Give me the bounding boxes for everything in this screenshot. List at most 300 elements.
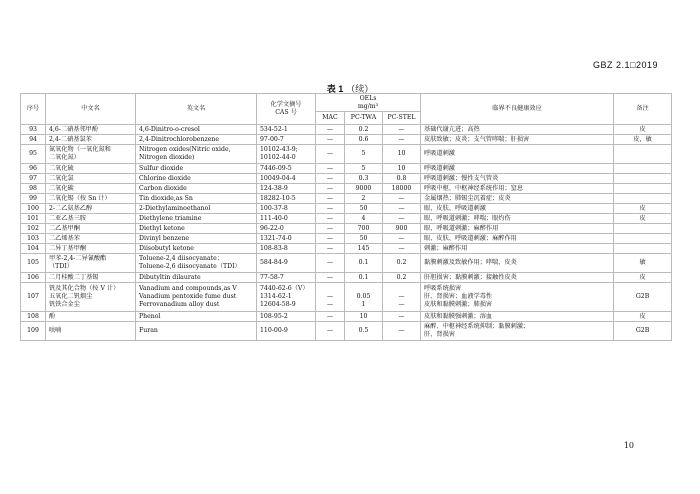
cell-note xyxy=(614,164,672,174)
cell-stel xyxy=(383,164,421,174)
cell-cn xyxy=(46,194,136,204)
cell-twa xyxy=(345,204,383,214)
cell-twa xyxy=(345,283,383,312)
table-row xyxy=(21,125,672,135)
col-header-cas-line: CAS 号 xyxy=(275,109,297,116)
cell-stel-line: — xyxy=(398,301,405,308)
cell-cas xyxy=(257,135,316,145)
cell-mac-line: — xyxy=(326,125,334,133)
cell-twa-line: 10 xyxy=(359,312,368,320)
col-header-cas xyxy=(257,94,316,125)
cell-note: 皮 xyxy=(614,312,672,322)
cell-mac xyxy=(316,125,345,135)
cell-twa-line: 145 xyxy=(357,244,370,252)
cell-no: 106 xyxy=(21,273,46,283)
cell-cn xyxy=(46,254,136,273)
cell-cn-line: （TDI） xyxy=(49,263,73,270)
cell-mac xyxy=(316,145,345,164)
cell-no: 100 xyxy=(21,204,46,214)
cell-stel xyxy=(383,283,421,312)
cell-cn xyxy=(46,234,136,244)
cell-effect-line: 麻醉、中枢神经系统抑制；黏膜刺激； xyxy=(424,323,530,330)
cell-cn xyxy=(46,204,136,214)
cell-mac xyxy=(316,174,345,184)
cell-en xyxy=(136,234,257,244)
cell-twa-line xyxy=(348,285,379,293)
cell-cas-line: 124-38-9 xyxy=(260,184,288,192)
standard-code: GBZ 2.1□2019 xyxy=(593,60,658,70)
cell-note xyxy=(614,234,672,244)
cell-twa-line: 0.6 xyxy=(358,135,369,143)
cell-en-line: Diethyl ketone xyxy=(139,224,185,232)
cell-cn-line: 二氧化氮） xyxy=(49,154,80,161)
col-header-twa: PC-TWA xyxy=(345,112,383,125)
table-row xyxy=(21,174,672,184)
cell-effect-line: 呼吸道刺激 xyxy=(424,150,455,157)
cell-effect xyxy=(421,184,614,194)
cell-effect-line: 呼吸中枢、中枢神经系统作用；窒息 xyxy=(424,184,524,192)
cell-stel xyxy=(383,322,421,341)
cell-en-line: Sulfur dioxide xyxy=(139,164,184,172)
cell-en-line: Tin dioxide,as Sn xyxy=(139,194,193,202)
cell-stel-line: — xyxy=(398,293,405,300)
cell-twa xyxy=(345,244,383,254)
cell-cn-line: 4,6-二硝基邻甲酚 xyxy=(49,125,99,133)
table-row xyxy=(21,312,672,322)
cell-en-line: 2-Diethylaminoethanol xyxy=(139,204,211,212)
cell-stel xyxy=(383,125,421,135)
cell-stel-line: 10 xyxy=(397,164,406,172)
cell-cn xyxy=(46,273,136,283)
cell-mac-line: — xyxy=(326,204,334,212)
cell-en xyxy=(136,283,257,312)
cell-mac-line: — xyxy=(326,244,334,252)
cell-cn-line: 氮氧化物（一氧化氮和 xyxy=(49,146,111,153)
cell-twa-line: 5 xyxy=(361,164,366,172)
cell-cn-line: 二乙基甲酮 xyxy=(49,224,80,232)
cell-stel-line: — xyxy=(398,327,405,334)
oel-table xyxy=(20,93,672,341)
cell-effect-line: 皮肤致敏；皮炎；支气管哮喘；肝损害 xyxy=(424,135,530,143)
cell-en-line: Toluene-2,6 diisocyanate（TDI） xyxy=(139,263,241,270)
cell-cas-line: 7440-62-6（V） xyxy=(260,285,309,292)
cell-stel xyxy=(383,312,421,322)
cell-mac xyxy=(316,135,345,145)
cell-no: 102 xyxy=(21,224,46,234)
cell-en-line: Nitrogen oxides(Nitric oxide, xyxy=(139,146,231,153)
cell-mac-line xyxy=(319,285,341,293)
cell-mac-line: — xyxy=(326,214,334,222)
cell-cas-line: 7446-09-5 xyxy=(260,164,292,172)
cell-effect-line: 皮肤和黏膜刺激；肺损害 xyxy=(424,301,493,308)
cell-mac-line: — xyxy=(326,259,334,266)
cell-stel-line: 0.2 xyxy=(396,273,407,281)
cell-en xyxy=(136,174,257,184)
cell-effect-line: 基础代谢亢进；高热 xyxy=(424,125,480,133)
cell-mac-line: — xyxy=(326,135,334,143)
cell-effect-line: 肝、肾损害；血液学毒性 xyxy=(424,293,493,300)
cell-no: 105 xyxy=(21,254,46,273)
cell-stel-line: — xyxy=(398,204,405,212)
cell-mac-line: — xyxy=(326,184,334,192)
cell-cas-line: 12604-58-9 xyxy=(260,301,296,308)
cell-effect-line: 皮肤和黏膜强刺激；溶血 xyxy=(424,312,493,320)
cell-effect-line: 黏膜刺激及致敏作用；哮喘、皮炎 xyxy=(424,259,517,266)
cell-stel-line: — xyxy=(398,312,405,320)
cell-twa-line: 0.05 xyxy=(356,293,371,300)
cell-twa xyxy=(345,224,383,234)
cell-twa-line: 0.1 xyxy=(358,273,369,281)
cell-mac-line: — xyxy=(326,312,334,320)
cell-cn-line: 二氧化氯 xyxy=(49,174,74,182)
cell-note: G2B xyxy=(614,283,672,312)
cell-stel-line: 0.8 xyxy=(396,174,407,182)
cell-cas xyxy=(257,204,316,214)
cell-twa xyxy=(345,214,383,224)
cell-cas-line: 18282-10-5 xyxy=(260,194,296,202)
cell-mac-line: — xyxy=(326,150,334,157)
col-header-mac: MAC xyxy=(316,112,345,125)
cell-cas-line: 10102-43-9; xyxy=(260,146,298,153)
cell-no: 96 xyxy=(21,164,46,174)
cell-en-line: Nitrogen dioxide) xyxy=(139,154,195,161)
cell-effect-line: 呼吸道刺激 xyxy=(424,164,455,172)
cell-cn-line: 酚 xyxy=(49,312,56,320)
cell-cn-line: 二氧化硫 xyxy=(49,164,74,172)
table-row xyxy=(21,244,672,254)
cell-mac-line: — xyxy=(326,194,334,202)
cell-stel-line: 18000 xyxy=(391,184,412,192)
cell-effect xyxy=(421,254,614,273)
cell-en-line: 4,6-Dinitro-o-cresol xyxy=(139,125,200,133)
table-row xyxy=(21,145,672,164)
cell-cas xyxy=(257,145,316,164)
cell-cas-line: 110-00-9 xyxy=(260,327,288,334)
cell-cas-line: 10049-04-4 xyxy=(260,174,296,182)
col-header-cn: 中文名 xyxy=(46,94,136,125)
cell-twa xyxy=(345,125,383,135)
cell-cn-line: 呋喃 xyxy=(49,327,62,334)
cell-note xyxy=(614,194,672,204)
table-row xyxy=(21,164,672,174)
col-header-cas-line: 化学文摘号 xyxy=(270,101,302,108)
col-header-effect: 临界不良健康效应 xyxy=(421,94,614,125)
cell-twa xyxy=(345,164,383,174)
cell-en xyxy=(136,322,257,341)
cell-stel xyxy=(383,273,421,283)
cell-cas-line: 534-52-1 xyxy=(260,125,288,133)
cell-stel xyxy=(383,244,421,254)
cell-cas xyxy=(257,283,316,312)
cell-effect xyxy=(421,135,614,145)
cell-twa-line: 50 xyxy=(359,204,368,212)
cell-cn-line: 钒及其化合物（按 V 计） xyxy=(49,285,120,292)
cell-en xyxy=(136,125,257,135)
cell-note: G2B xyxy=(614,322,672,341)
cell-en xyxy=(136,244,257,254)
cell-no: 104 xyxy=(21,244,46,254)
cell-twa xyxy=(345,254,383,273)
cell-no: 97 xyxy=(21,174,46,184)
cell-twa xyxy=(345,184,383,194)
cell-stel xyxy=(383,254,421,273)
cell-cas xyxy=(257,164,316,174)
cell-cn xyxy=(46,283,136,312)
cell-cn-line: 二乙烯基苯 xyxy=(49,234,80,242)
page-number: 10 xyxy=(623,441,634,450)
cell-twa-line: 0.1 xyxy=(358,259,369,266)
cell-note xyxy=(614,184,672,194)
cell-stel-line: — xyxy=(398,194,405,202)
cell-stel xyxy=(383,224,421,234)
cell-twa xyxy=(345,135,383,145)
cell-cn-line: 二氧化碳 xyxy=(49,184,74,192)
cell-effect-line: 眼、皮肤、呼吸道刺激；麻醉作用 xyxy=(424,234,517,242)
col-header-note: 备注 xyxy=(614,94,672,125)
cell-stel xyxy=(383,214,421,224)
cell-cn xyxy=(46,164,136,174)
cell-no: 108 xyxy=(21,312,46,322)
cell-stel-line: 900 xyxy=(395,224,408,232)
cell-stel-line: 0.2 xyxy=(396,259,407,266)
col-header-en: 英文名 xyxy=(136,94,257,125)
cell-cn xyxy=(46,174,136,184)
cell-cn xyxy=(46,244,136,254)
cell-mac-line: — xyxy=(326,234,334,242)
cell-twa-line: 0.5 xyxy=(358,327,369,334)
cell-effect xyxy=(421,214,614,224)
col-header-no: 序号 xyxy=(21,94,46,125)
cell-cas-line: 1314-62-1 xyxy=(260,293,292,300)
cell-cas-line: 584-84-9 xyxy=(260,259,288,266)
cell-en-line: 2,4-Dinitrochlorobenzene xyxy=(139,135,220,143)
col-header-stel: PC-STEL xyxy=(383,112,421,125)
cell-effect xyxy=(421,224,614,234)
cell-note xyxy=(614,224,672,234)
cell-effect-line: 呼吸系统损害 xyxy=(424,285,462,292)
cell-mac xyxy=(316,322,345,341)
cell-twa-line: 50 xyxy=(359,234,368,242)
cell-effect xyxy=(421,234,614,244)
table-row xyxy=(21,194,672,204)
cell-cn-line: 2-二乙氨基乙醇 xyxy=(49,204,93,212)
cell-twa-line: 0.3 xyxy=(358,174,369,182)
oel-table-wrapper xyxy=(20,93,671,341)
cell-no: 99 xyxy=(21,194,46,204)
table-row xyxy=(21,214,672,224)
cell-mac xyxy=(316,204,345,214)
cell-twa-line: 0.2 xyxy=(358,125,369,133)
cell-cas xyxy=(257,244,316,254)
cell-stel-line: — xyxy=(398,135,405,143)
cell-effect xyxy=(421,194,614,204)
table-title-label: 表 1 xyxy=(326,84,344,94)
cell-no: 93 xyxy=(21,125,46,135)
cell-cas-line: 1321-74-0 xyxy=(260,234,292,242)
cell-effect xyxy=(421,283,614,312)
table-row xyxy=(21,234,672,244)
table-row xyxy=(21,204,672,214)
cell-cas xyxy=(257,273,316,283)
cell-stel xyxy=(383,184,421,194)
cell-effect-line: 肝胆损害；黏膜刺激；接触性皮炎 xyxy=(424,273,517,281)
cell-cas xyxy=(257,214,316,224)
cell-en-line: Diethylene triamine xyxy=(139,214,202,222)
cell-effect-line: 呼吸道刺激；慢性支气管炎 xyxy=(424,174,499,182)
cell-en xyxy=(136,254,257,273)
cell-note: 皮 xyxy=(614,204,672,214)
cell-cas-line: 108-83-8 xyxy=(260,244,288,252)
table-row xyxy=(21,254,672,273)
cell-stel-line xyxy=(386,285,417,293)
cell-note: 皮，敏 xyxy=(614,135,672,145)
cell-stel-line: — xyxy=(398,125,405,133)
cell-stel xyxy=(383,204,421,214)
cell-en xyxy=(136,164,257,174)
cell-en-line: Chlorine dioxide xyxy=(139,174,191,182)
cell-en-line: Vanadium and compounds,as V xyxy=(139,285,237,292)
cell-cn-line: 二月桂酸二丁基锡 xyxy=(49,273,99,281)
cell-effect-line: 眼、呼吸道刺激；麻醉作用 xyxy=(424,224,499,232)
cell-stel-line: — xyxy=(398,214,405,222)
cell-note: 皮 xyxy=(614,273,672,283)
cell-stel xyxy=(383,194,421,204)
cell-cn xyxy=(46,135,136,145)
cell-en xyxy=(136,312,257,322)
cell-twa-line: 5 xyxy=(361,150,366,157)
cell-cas xyxy=(257,254,316,273)
cell-effect xyxy=(421,125,614,135)
cell-cas xyxy=(257,234,316,244)
cell-note: 敏 xyxy=(614,254,672,273)
cell-no: 101 xyxy=(21,214,46,224)
cell-twa-line: 9000 xyxy=(355,184,372,192)
table-row xyxy=(21,184,672,194)
cell-twa xyxy=(345,174,383,184)
cell-effect xyxy=(421,174,614,184)
cell-effect xyxy=(421,312,614,322)
cell-cas xyxy=(257,312,316,322)
table-row xyxy=(21,224,672,234)
cell-en-line: Furan xyxy=(139,327,158,334)
cell-mac-line: — xyxy=(326,293,334,300)
table-row xyxy=(21,273,672,283)
cell-cn-line: 二氧化锡（按 Sn 计） xyxy=(49,194,111,202)
cell-en xyxy=(136,194,257,204)
cell-en xyxy=(136,204,257,214)
cell-mac xyxy=(316,184,345,194)
col-header-oels-line: mg/m³ xyxy=(357,102,379,110)
cell-cn-line: 钒铁合金尘 xyxy=(49,301,80,308)
cell-note xyxy=(614,244,672,254)
cell-cas-line: 10102-44-0 xyxy=(260,154,296,161)
cell-effect-line: 眼、呼吸道刺激；哮喘；眼灼伤 xyxy=(424,214,511,222)
cell-cn xyxy=(46,214,136,224)
cell-effect xyxy=(421,273,614,283)
cell-cn xyxy=(46,322,136,341)
cell-mac xyxy=(316,244,345,254)
cell-en xyxy=(136,135,257,145)
cell-no: 98 xyxy=(21,184,46,194)
cell-mac xyxy=(316,214,345,224)
cell-cn-line: 二亚乙基三胺 xyxy=(49,214,87,222)
cell-en-line: Vanadium pentoxide fume dust xyxy=(139,293,237,300)
cell-mac xyxy=(316,312,345,322)
cell-stel xyxy=(383,234,421,244)
cell-mac xyxy=(316,194,345,204)
cell-twa xyxy=(345,145,383,164)
cell-en xyxy=(136,273,257,283)
cell-cn-line: 2,4-二硝基氯苯 xyxy=(49,135,92,143)
cell-en-line: Ferrovanadium alloy dust xyxy=(139,301,220,308)
cell-stel-line: — xyxy=(398,234,405,242)
cell-cn-line: 五氧化二钒烟尘 xyxy=(49,293,93,300)
cell-cn xyxy=(46,184,136,194)
cell-cas xyxy=(257,224,316,234)
cell-no: 103 xyxy=(21,234,46,244)
cell-cas xyxy=(257,194,316,204)
cell-effect xyxy=(421,164,614,174)
cell-en-line: Phenol xyxy=(139,312,161,320)
cell-no: 94 xyxy=(21,135,46,145)
cell-en xyxy=(136,145,257,164)
cell-note: 皮 xyxy=(614,214,672,224)
cell-effect-line: 刺激；麻醉作用 xyxy=(424,244,468,252)
table-row xyxy=(21,135,672,145)
cell-twa xyxy=(345,312,383,322)
table-row xyxy=(21,283,672,312)
cell-cas-line: 108-95-2 xyxy=(260,312,288,320)
cell-en-line: Diisobutyl ketone xyxy=(139,244,194,252)
cell-mac xyxy=(316,164,345,174)
cell-stel xyxy=(383,174,421,184)
cell-mac xyxy=(316,234,345,244)
cell-mac-line: — xyxy=(326,174,334,182)
cell-cas-line: 96-22-0 xyxy=(260,224,284,232)
cell-cas-line: 111-40-0 xyxy=(260,214,288,222)
cell-cn xyxy=(46,312,136,322)
cell-cn-line: 甲苯-2,4-二异氰酸酯 xyxy=(49,255,107,262)
cell-twa-line: 700 xyxy=(357,224,370,232)
cell-stel-line: 10 xyxy=(397,150,406,157)
cell-en-line: Dibutyltin dilaurate xyxy=(139,273,201,281)
cell-twa xyxy=(345,322,383,341)
cell-cas-line: 77-58-7 xyxy=(260,273,284,281)
cell-no: 95 xyxy=(21,145,46,164)
cell-stel xyxy=(383,145,421,164)
cell-effect xyxy=(421,204,614,214)
cell-stel-line: — xyxy=(398,244,405,252)
cell-en xyxy=(136,224,257,234)
cell-mac-line: — xyxy=(326,273,334,281)
cell-effect xyxy=(421,322,614,341)
cell-effect xyxy=(421,145,614,164)
cell-cas-line: 97-00-7 xyxy=(260,135,284,143)
cell-note xyxy=(614,174,672,184)
table-body xyxy=(21,125,672,341)
cell-no: 107 xyxy=(21,283,46,312)
cell-cn xyxy=(46,224,136,234)
cell-twa-line: 1 xyxy=(361,301,366,308)
cell-mac-line: — xyxy=(326,327,334,334)
cell-effect-line: 肝、肾损害 xyxy=(424,331,455,338)
cell-mac xyxy=(316,283,345,312)
cell-mac-line: — xyxy=(326,224,334,232)
cell-effect xyxy=(421,244,614,254)
cell-note xyxy=(614,145,672,164)
cell-cn xyxy=(46,125,136,135)
col-header-oels xyxy=(316,94,421,112)
